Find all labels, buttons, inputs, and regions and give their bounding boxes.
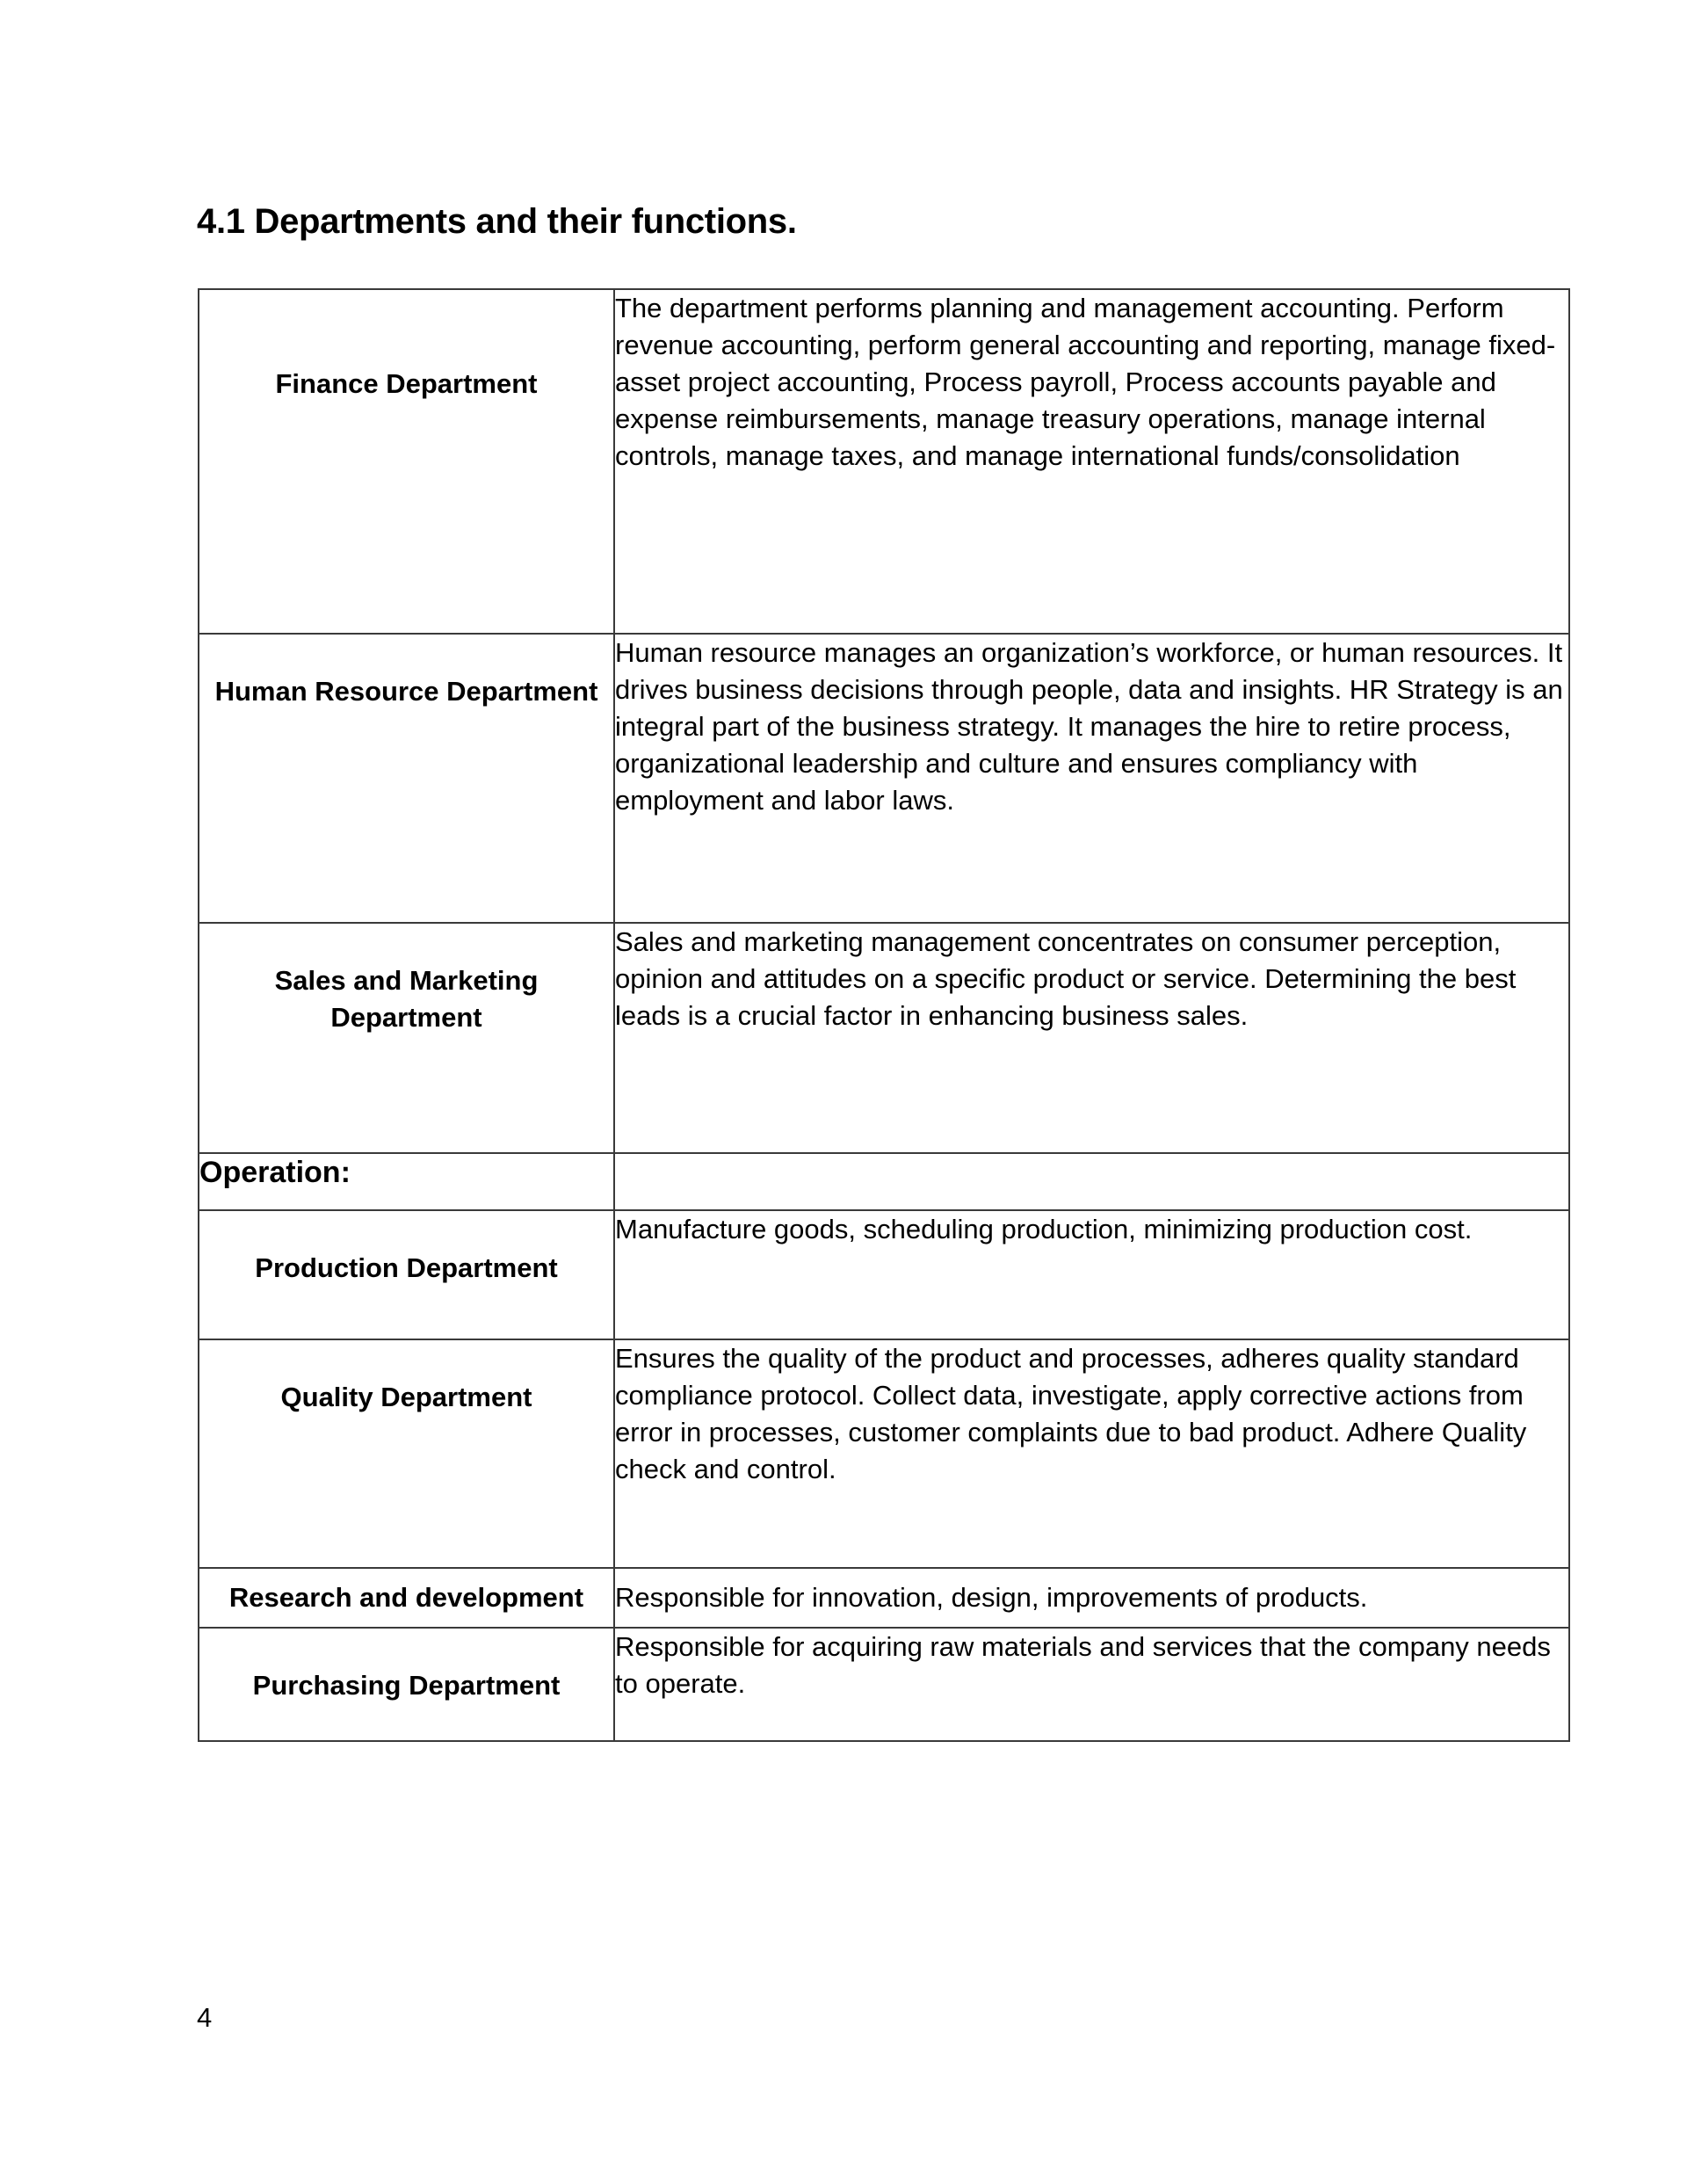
department-description: Ensures the quality of the product and processes, adheres quality standard compliance protocol. Collect data, investigate, apply corrective actions from error in processes, customer complaints due to bad product. Adhere Quality check and control. bbox=[614, 1339, 1569, 1568]
department-name: Sales and Marketing Department bbox=[199, 923, 614, 1153]
department-description: Responsible for innovation, design, improvements of products. bbox=[614, 1568, 1569, 1628]
department-description: The department performs planning and management accounting. Perform revenue accounting, perform general accounting and reporting, manage fixed-asset project accounting, Process payroll, Process accounts payable and expense reimbursements, manage treasury operations, manage internal controls, manage taxes, and manage international funds/consolidation bbox=[614, 289, 1569, 634]
department-name: Finance Department bbox=[199, 289, 614, 634]
empty-cell bbox=[614, 1153, 1569, 1210]
department-description: Responsible for acquiring raw materials and services that the company needs to operate. bbox=[614, 1628, 1569, 1741]
section-label: Operation: bbox=[199, 1153, 614, 1210]
department-name: Human Resource Department bbox=[199, 634, 614, 923]
table-row-production bbox=[199, 1210, 1569, 1339]
department-name: Production Department bbox=[199, 1210, 614, 1339]
department-description: Human resource manages an organization’s workforce, or human resources. It drives business decisions through people, data and insights. HR Strategy is an integral part of the business strategy. It manages the hire to retire process, organizational leadership and culture and ensures compliancy with employment and labor laws. bbox=[614, 634, 1569, 923]
table-row-research bbox=[199, 1568, 1569, 1628]
page-number: 4 bbox=[197, 2002, 213, 2033]
table-row-human-resource bbox=[199, 634, 1569, 923]
table-row-operation-section bbox=[199, 1153, 1569, 1210]
department-description: Sales and marketing management concentrates on consumer perception, opinion and attitudes on a specific product or service. Determining the best leads is a crucial factor in enhancing business sales. bbox=[614, 923, 1569, 1153]
department-description: Manufacture goods, scheduling production, minimizing production cost. bbox=[614, 1210, 1569, 1339]
table-row-finance bbox=[199, 289, 1569, 634]
department-name: Quality Department bbox=[199, 1339, 614, 1568]
departments-table bbox=[198, 288, 1570, 1742]
section-heading: 4.1 Departments and their functions. bbox=[197, 202, 797, 241]
department-name: Purchasing Department bbox=[199, 1628, 614, 1741]
table-row-purchasing bbox=[199, 1628, 1569, 1741]
department-name: Research and development bbox=[199, 1568, 614, 1628]
table-row-quality bbox=[199, 1339, 1569, 1568]
table-row-sales-marketing bbox=[199, 923, 1569, 1153]
